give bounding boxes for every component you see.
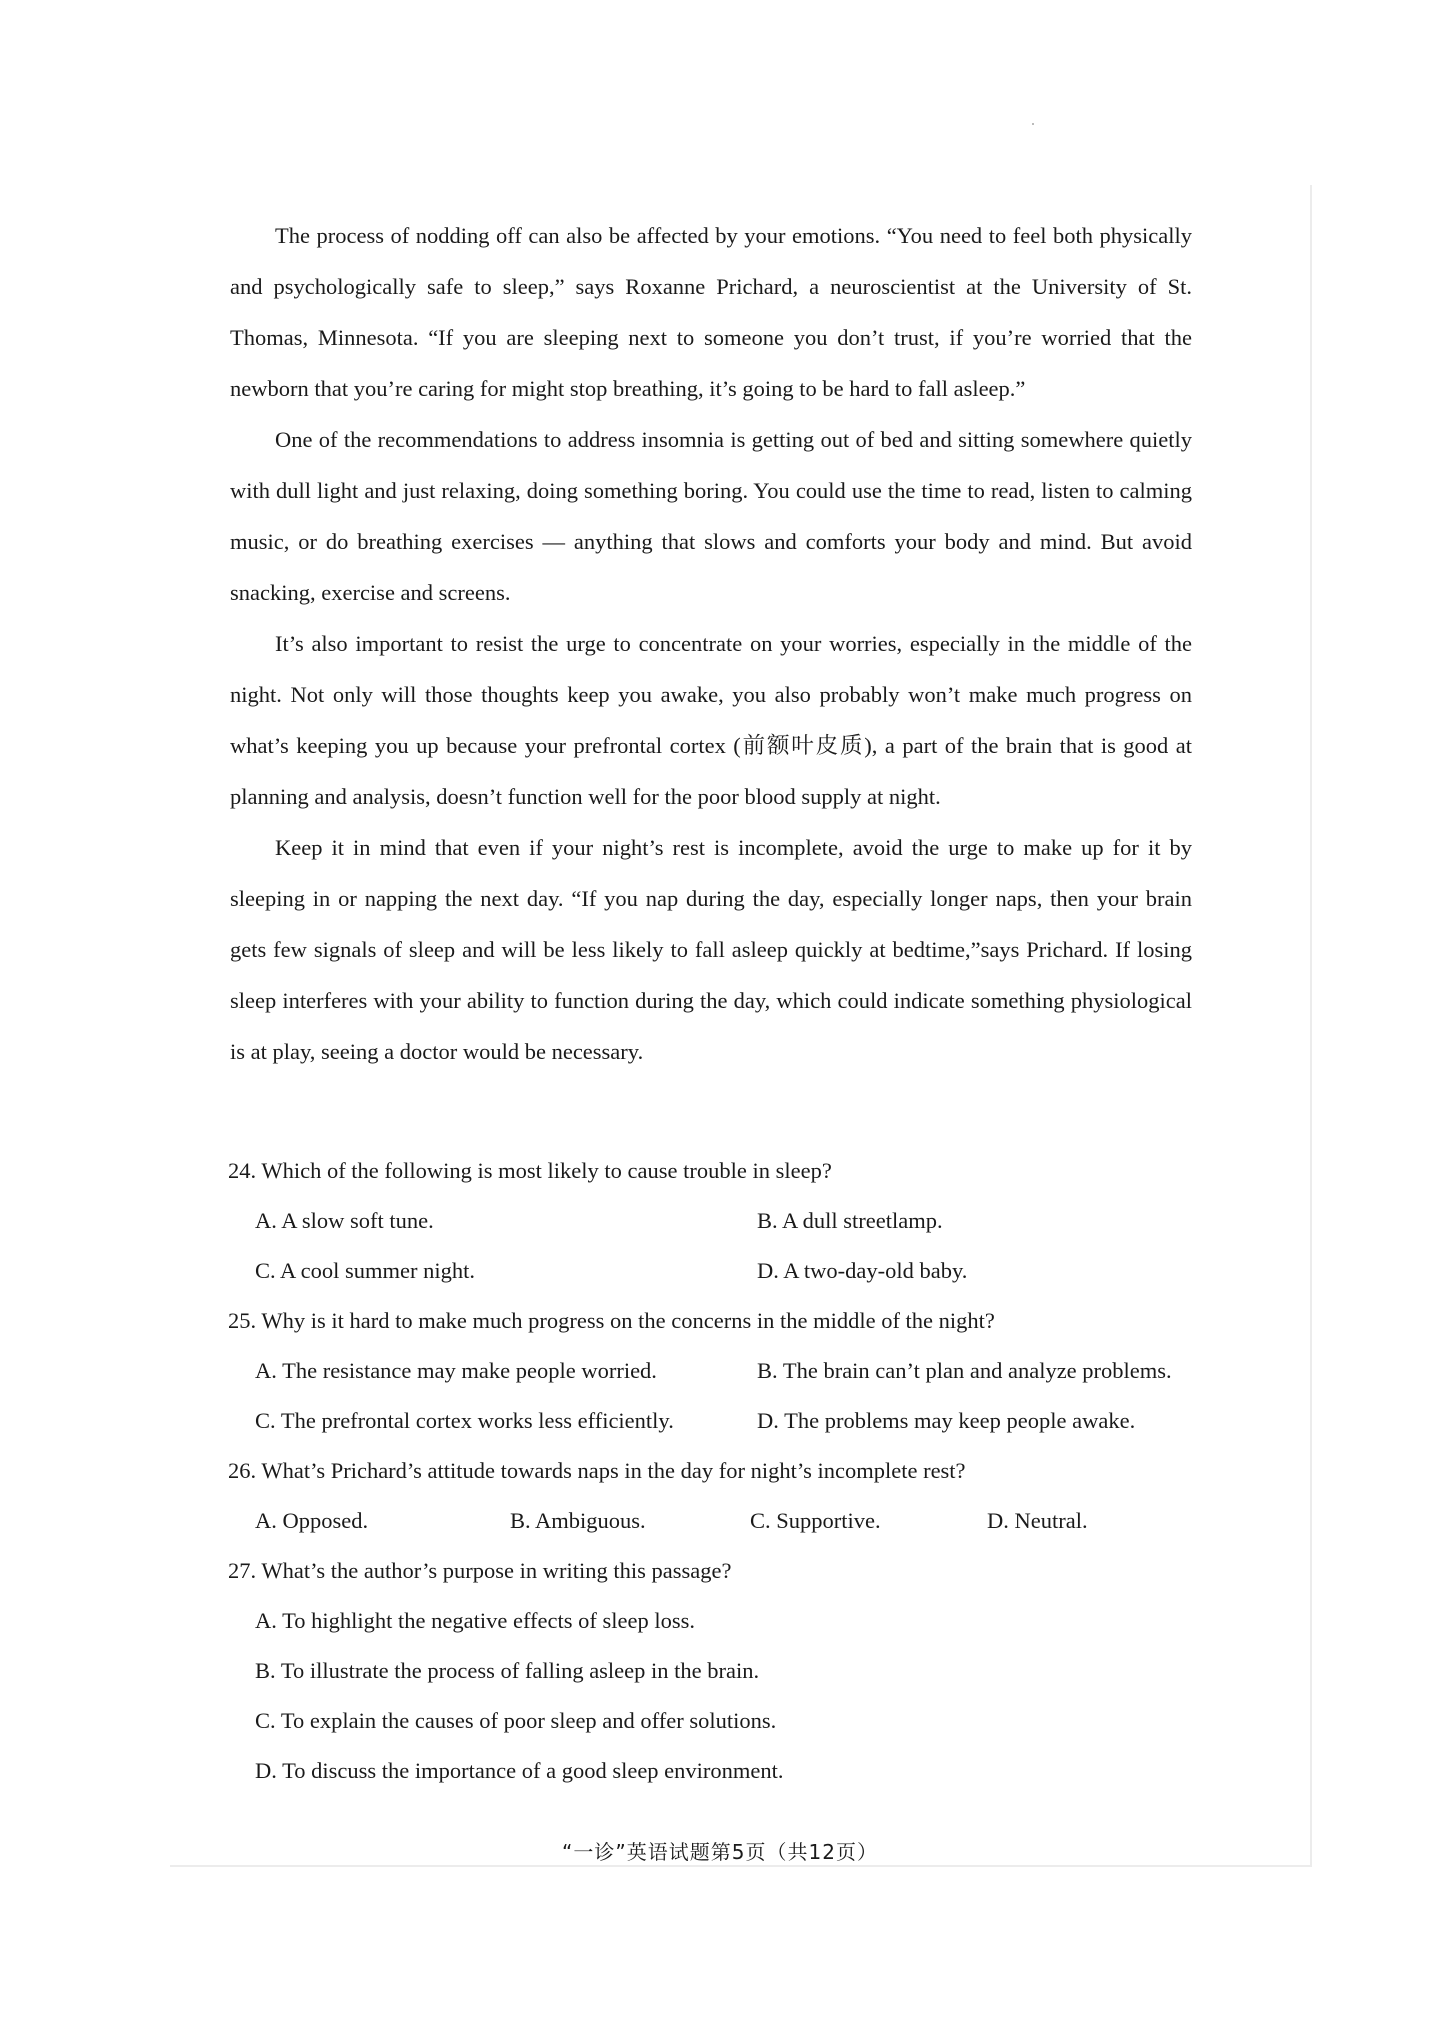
option-a: A. A slow soft tune. [255, 1208, 434, 1233]
option-a: A. Opposed. [255, 1508, 369, 1533]
question-stem: 24. Which of the following is most likely to cause trouble in sleep? [228, 1158, 832, 1183]
option-d: D. A two-day-old baby. [757, 1258, 968, 1283]
question-stem: 26. What’s Prichard’s attitude towards naps in the day for night’s incomplete rest? [228, 1458, 966, 1483]
question-24 [228, 1146, 1198, 1296]
option-c: C. The prefrontal cortex works less efficiently. [255, 1408, 674, 1433]
option-a: A. The resistance may make people worried. [255, 1358, 657, 1383]
option-row [228, 1496, 1198, 1546]
option-c: C. A cool summer night. [255, 1258, 476, 1283]
question-26 [228, 1446, 1198, 1546]
passage-paragraph-2: One of the recommendations to address insomnia is getting out of bed and sitting somewhere quietly with dull light and just relaxing, doing something boring. You could use the time to read, listen to calming music, or do breathing exercises — anything that slows and comforts your body and mind. But avoid snacking, exercise and screens. [230, 427, 1192, 605]
question-27 [228, 1546, 1198, 1796]
option-c: C. To explain the causes of poor sleep and offer solutions. [255, 1708, 777, 1733]
option-d: D. The problems may keep people awake. [757, 1408, 1136, 1433]
scan-speck [1032, 123, 1034, 125]
question-stem: 25. Why is it hard to make much progress on the concerns in the middle of the night? [228, 1308, 995, 1333]
reading-passage [230, 210, 1192, 1077]
option-d: D. Neutral. [987, 1508, 1088, 1533]
question-stem: 27. What’s the author’s purpose in writing this passage? [228, 1558, 732, 1583]
option-column [228, 1596, 1198, 1796]
option-grid [228, 1346, 1198, 1446]
option-d: D. To discuss the importance of a good sleep environment. [255, 1758, 784, 1783]
page-footer: “一诊”英语试题第5页（共12页） [562, 1840, 878, 1864]
option-b: B. The brain can’t plan and analyze problems. [757, 1358, 1172, 1383]
question-25 [228, 1296, 1198, 1446]
option-a: A. To highlight the negative effects of sleep loss. [255, 1608, 696, 1633]
passage-paragraph-4: Keep it in mind that even if your night’s rest is incomplete, avoid the urge to make up for it by sleeping in or napping the next day. “If you nap during the day, especially longer naps, then your brain gets few signals of sleep and will be less likely to fall asleep quickly at bedtime,”says Prichard. If losing sleep interferes with your ability to function during the day, which could indicate something physiological is at play, seeing a doctor would be necessary. [230, 835, 1192, 1064]
option-grid [228, 1196, 1198, 1296]
option-b: B. To illustrate the process of falling asleep in the brain. [255, 1658, 760, 1683]
option-b: B. A dull streetlamp. [757, 1208, 943, 1233]
question-list [228, 1146, 1198, 1796]
passage-paragraph-1: The process of nodding off can also be affected by your emotions. “You need to feel both physically and psychologically safe to sleep,” says Roxanne Prichard, a neuroscientist at the University of St. Thomas, Minnesota. “If you are sleeping next to someone you don’t trust, if you’re worried that the newborn that you’re caring for might stop breathing, it’s going to be hard to fall asleep.” [230, 223, 1192, 401]
option-c: C. Supportive. [750, 1508, 881, 1533]
option-b: B. Ambiguous. [510, 1508, 646, 1533]
passage-paragraph-3: It’s also important to resist the urge to concentrate on your worries, especially in the middle of the night. Not only will those thoughts keep you awake, you also probably won’t make much progress on what’s keeping you up because your prefrontal cortex (前额叶皮质), a part of the brain that is good at planning and analysis, doesn’t function well for the poor blood supply at night. [230, 631, 1192, 809]
